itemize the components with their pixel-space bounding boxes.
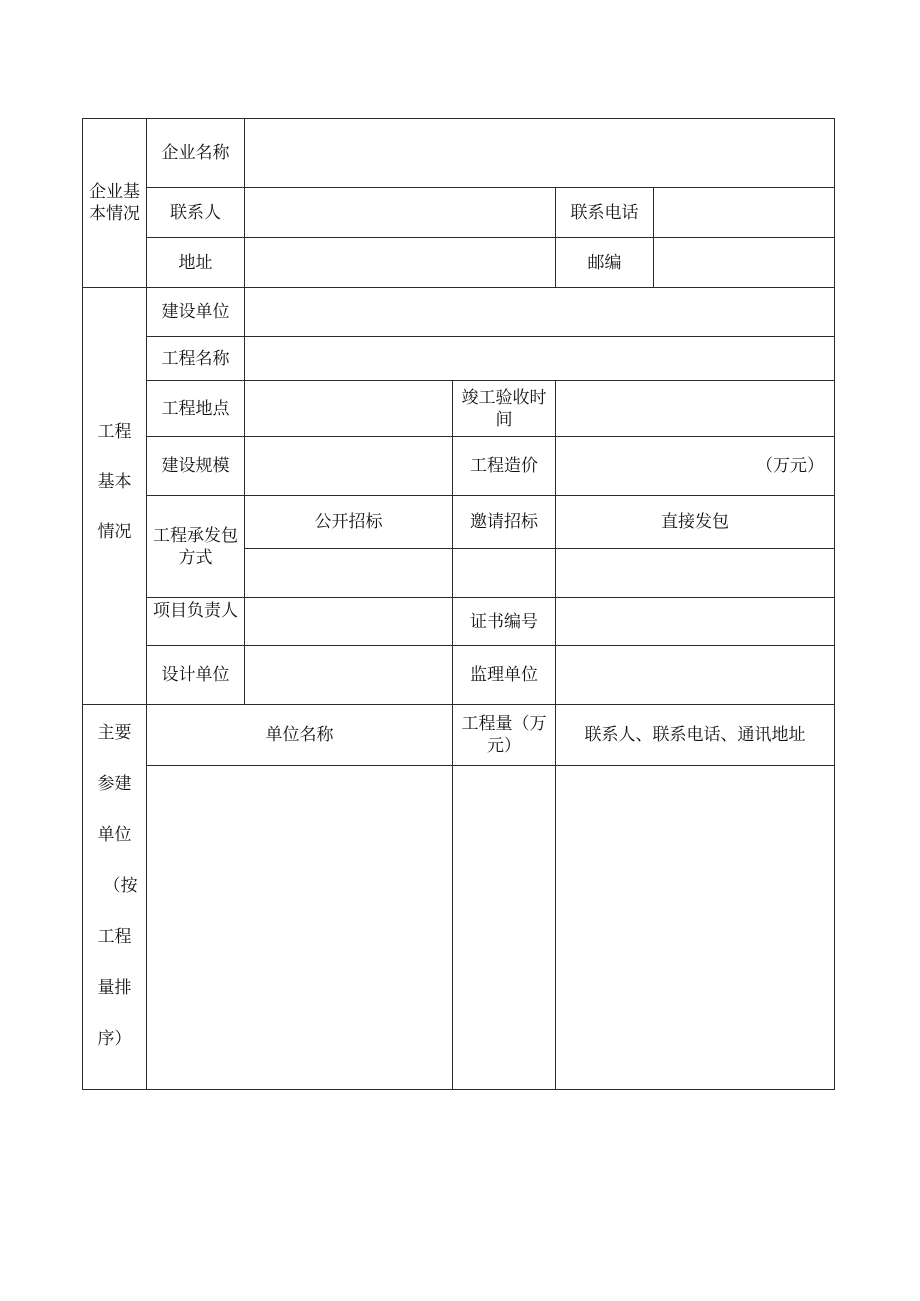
border-right	[834, 118, 835, 1090]
project-section-label-line: 工程	[97, 422, 132, 442]
location-field[interactable]	[245, 381, 452, 436]
project-section-label-line: 情况	[97, 522, 132, 542]
project-section-label-line: 基本	[97, 472, 132, 492]
completion-time-label	[453, 381, 555, 436]
contract-method-label-line2: 方式	[178, 547, 213, 568]
border-bottom	[82, 1089, 835, 1090]
open-tender-header: 公开招标	[314, 512, 383, 532]
contract-method-label	[147, 496, 244, 597]
enterprise-section-label-line1: 企业基	[89, 182, 140, 202]
contact-field[interactable]	[245, 188, 555, 237]
address-field[interactable]	[245, 238, 555, 287]
participants-section-label-line: （按	[103, 876, 138, 896]
design-unit-field[interactable]	[245, 646, 452, 704]
postcode-label: 邮编	[587, 252, 622, 273]
certificate-label: 证书编号	[470, 611, 538, 632]
project-name-label: 工程名称	[161, 348, 230, 369]
enterprise-section-label-line2: 本情况	[89, 204, 140, 224]
contract-method-label-line1: 工程承发包	[153, 525, 238, 546]
participants-section-label-line: 参建	[97, 774, 132, 794]
invited-tender-field[interactable]	[453, 549, 555, 597]
completion-time-label-line1: 竣工验收时	[461, 387, 547, 408]
participants-section-label	[83, 722, 146, 1050]
builder-label: 建设单位	[161, 302, 230, 322]
address-label: 地址	[178, 252, 213, 273]
contact-info-area[interactable]	[556, 766, 834, 1089]
supervision-unit-label: 监理单位	[470, 665, 538, 685]
participants-section-label-line: 量排	[97, 978, 132, 998]
completion-time-field[interactable]	[556, 381, 834, 436]
direct-contract-field[interactable]	[556, 549, 834, 597]
phone-field[interactable]	[654, 188, 834, 237]
phone-label: 联系电话	[570, 202, 639, 223]
project-name-field[interactable]	[245, 337, 834, 380]
participants-section-label-line: 序）	[97, 1029, 132, 1049]
quantity-header-line1: 工程量（万	[461, 714, 547, 734]
supervision-unit-field[interactable]	[556, 646, 834, 704]
unit-name-header: 单位名称	[265, 725, 334, 745]
quantity-header-line2: 元）	[487, 736, 521, 756]
enterprise-name-label: 企业名称	[161, 143, 230, 163]
contact-label: 联系人	[170, 202, 221, 223]
design-unit-label: 设计单位	[161, 665, 230, 685]
certificate-field[interactable]	[556, 598, 834, 645]
contact-info-header: 联系人、联系电话、通讯地址	[584, 725, 806, 745]
open-tender-field[interactable]	[245, 549, 452, 597]
scale-field[interactable]	[245, 437, 452, 495]
location-label: 工程地点	[161, 398, 230, 419]
participants-section-label-line: 主要	[97, 723, 132, 743]
quantity-area[interactable]	[453, 766, 555, 1089]
enterprise-name-field[interactable]	[245, 119, 834, 187]
quantity-header	[453, 705, 555, 765]
enterprise-section-label	[83, 119, 146, 287]
project-manager-field[interactable]	[245, 598, 452, 645]
project-manager-label: 项目负责人	[153, 601, 238, 621]
project-section-label	[83, 421, 146, 543]
participants-section-label-line: 单位	[97, 825, 132, 845]
participants-section-label-line: 工程	[97, 927, 132, 947]
cost-field[interactable]	[556, 437, 834, 495]
completion-time-label-line2: 间	[495, 409, 513, 430]
cost-unit: （万元）	[756, 456, 824, 476]
scale-label: 建设规模	[161, 456, 230, 476]
postcode-field[interactable]	[654, 238, 834, 287]
builder-field[interactable]	[245, 288, 834, 336]
unit-name-area[interactable]	[147, 766, 452, 1089]
cost-label: 工程造价	[470, 456, 538, 476]
project-info-form	[82, 118, 835, 1090]
invited-tender-header: 邀请招标	[470, 512, 538, 532]
direct-contract-header: 直接发包	[661, 512, 729, 532]
